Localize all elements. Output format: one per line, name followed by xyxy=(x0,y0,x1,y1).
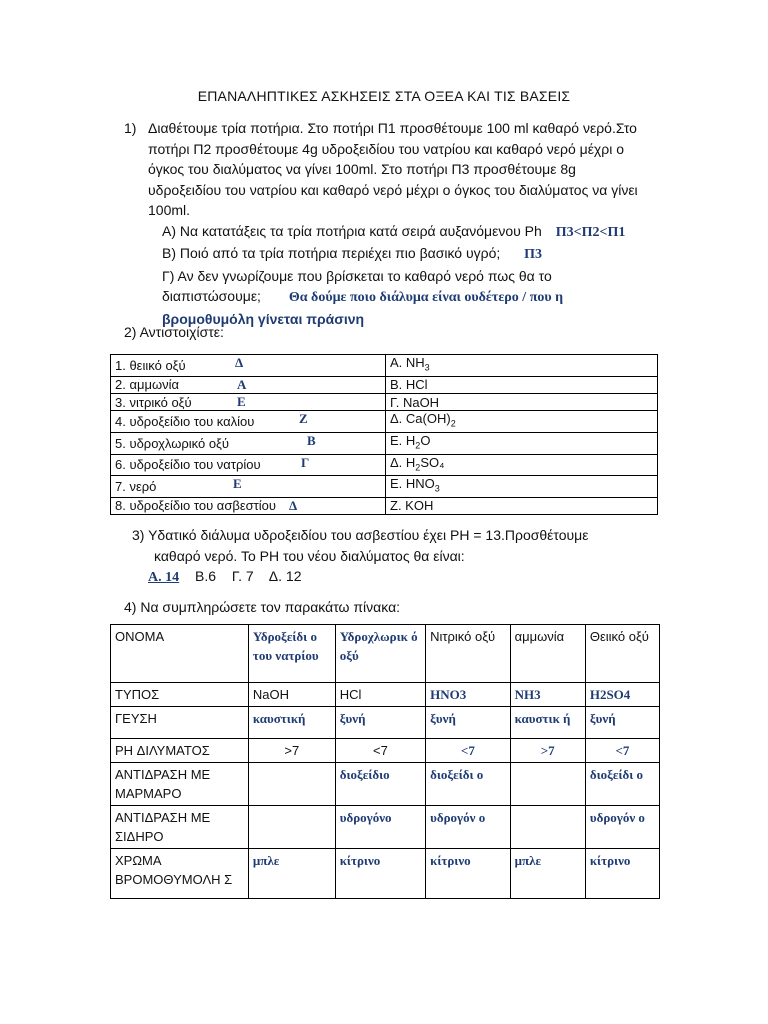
matching-left-cell xyxy=(111,497,386,514)
matching-left-text: 6. υδροξείδιο του νατρίου xyxy=(115,457,261,473)
matching-row xyxy=(111,476,658,498)
completion-header-cell: Θειικό οξύ xyxy=(585,625,659,683)
matching-right-subscript: 3 xyxy=(424,362,430,373)
completion-cell: NaOH xyxy=(248,683,335,707)
matching-right-cell xyxy=(386,454,658,476)
question-1c-text-2: διαπιστώσουμε; xyxy=(162,288,261,304)
completion-cell: HCl xyxy=(335,683,425,707)
matching-row xyxy=(111,355,658,377)
completion-cell: καυστικ ή xyxy=(510,707,585,739)
matching-right-subscript: 3 xyxy=(434,483,440,494)
matching-row xyxy=(111,432,658,454)
question-3-text: 3) Υδατικό διάλυμα υδροξειδίου του ασβεστίου έχει PH = 13.Προσθέτουμε xyxy=(132,527,589,543)
completion-header-row xyxy=(111,625,660,683)
question-1c-answer-1: Θα δούμε ποιο διάλυμα είναι ουδέτερο / που η xyxy=(288,290,564,305)
completion-cell: διοξείδιο xyxy=(335,763,425,806)
matching-right-cell xyxy=(386,376,658,393)
completion-cell: κίτρινο xyxy=(585,849,659,899)
matching-left-text: 4. υδροξείδιο του καλίου xyxy=(115,414,255,430)
question-3-option-a: Α. 14 xyxy=(148,570,180,585)
completion-header-cell: Υδροξείδι ο του νατρίου xyxy=(248,625,335,683)
matching-right-cell xyxy=(386,411,658,433)
matching-left-cell xyxy=(111,411,386,433)
matching-left-cell xyxy=(111,355,386,377)
question-1-line-1: Διαθέτουμε τρία ποτήρια. Στο ποτήρι Π1 προσθέτουμε 100 ml καθαρό νερό.Στο xyxy=(148,120,637,136)
completion-cell: HNO3 xyxy=(426,683,511,707)
completion-header-cell: Υδροχλωρικ ό οξύ xyxy=(335,625,425,683)
completion-cell xyxy=(510,763,585,806)
completion-row xyxy=(111,763,660,806)
matching-answer: Ε xyxy=(233,476,242,492)
matching-answer: Ζ xyxy=(299,411,308,427)
matching-right-text: Ε. HNO xyxy=(390,476,435,492)
matching-left-text: 1. θειικό οξύ xyxy=(115,357,186,373)
completion-cell xyxy=(510,806,585,849)
matching-left-text: 7. νερό xyxy=(115,478,157,494)
matching-row xyxy=(111,411,658,433)
matching-right-cell xyxy=(386,432,658,454)
question-3-line-2: καθαρό νερό. Το PH του νέου διαλύματος θα είναι: xyxy=(154,547,465,564)
completion-cell: <7 xyxy=(426,739,511,763)
completion-row-label: PH ΔΙΛΥΜΑΤΟΣ xyxy=(111,739,249,763)
matching-row xyxy=(111,497,658,514)
question-1c-text-1: Γ) Αν δεν γνωρίζουμε που βρίσκεται το καθαρό νερό πως θα το xyxy=(162,267,552,284)
matching-answer: Α xyxy=(237,376,247,392)
completion-cell: διοξείδι ο xyxy=(585,763,659,806)
matching-right-cell xyxy=(386,393,658,410)
completion-cell: κίτρινο xyxy=(335,849,425,899)
completion-cell xyxy=(248,763,335,806)
completion-cell: NH3 xyxy=(510,683,585,707)
matching-answer: Ε xyxy=(237,393,246,409)
matching-right-tail: SO₄ xyxy=(420,454,445,470)
matching-left-cell xyxy=(111,432,386,454)
matching-answer: Γ xyxy=(301,454,310,470)
completion-table xyxy=(110,624,660,899)
completion-row xyxy=(111,707,660,739)
question-1-line-2: ποτήρι Π2 προσθέτουμε 4g υδροξειδίου του νατρίου και καθαρό νερό μέχρι ο xyxy=(148,140,625,157)
question-3 xyxy=(132,525,666,589)
completion-cell: διοξείδι ο xyxy=(426,763,511,806)
matching-left-text: 5. υδροχλωρικό οξύ xyxy=(115,435,229,451)
completion-cell: ξυνή xyxy=(335,707,425,739)
question-1a-text: Α) Να κατατάξεις τα τρία ποτήρια κατά σειρά αυξανόμενου Ph xyxy=(162,222,542,239)
completion-cell: μπλε xyxy=(510,849,585,899)
completion-row-label: ΑΝΤΙΔΡΑΣΗ ΜΕ ΜΑΡΜΑΡΟ xyxy=(111,763,249,806)
completion-header-cell: αμμωνία xyxy=(510,625,585,683)
matching-right-text: Α. NH xyxy=(390,355,425,370)
question-1-line-4: υδροξειδίου του νατρίου και καθαρό νερό μέχρι ο όγκος του διαλύματος να γίνει xyxy=(148,181,638,198)
matching-left-cell xyxy=(111,454,386,476)
completion-cell: <7 xyxy=(335,739,425,763)
completion-row xyxy=(111,806,660,849)
question-3-options xyxy=(148,566,666,589)
question-1-line-5: 100ml. xyxy=(148,202,191,218)
completion-cell: υδρογόν ο xyxy=(426,806,511,849)
completion-cell: καυστική xyxy=(248,707,335,739)
question-1b-text: Β) Ποιό από τα τρία ποτήρια περιέχει πιο βασικό υγρό; xyxy=(162,245,501,261)
matching-left-text: 3. νιτρικό οξύ xyxy=(115,394,192,410)
completion-cell: >7 xyxy=(248,739,335,763)
matching-right-text: Ε. H xyxy=(390,432,416,448)
completion-row xyxy=(111,739,660,763)
matching-left-cell xyxy=(111,376,386,393)
completion-cell: <7 xyxy=(585,739,659,763)
matching-right-subscript: 2 xyxy=(415,440,421,451)
completion-row-label: ΧΡΩΜΑ ΒΡΟΜΟΘΥΜΟΛΗ Σ xyxy=(111,849,249,899)
completion-row-label: ΤΥΠΟΣ xyxy=(111,683,249,707)
matching-right-text: Β. HCl xyxy=(390,377,428,393)
matching-right-cell xyxy=(386,497,658,514)
matching-right-text: Γ. NaOH xyxy=(390,394,440,410)
matching-right-cell xyxy=(386,355,658,377)
matching-right-text: Δ. H xyxy=(390,454,416,470)
completion-row-label: ΑΝΤΙΔΡΑΣΗ ΜΕ ΣΙΔΗΡΟ xyxy=(111,806,249,849)
question-1a-answer: Π3<Π2<Π1 xyxy=(555,224,626,240)
completion-cell: >7 xyxy=(510,739,585,763)
completion-cell: ξυνή xyxy=(585,707,659,739)
question-1c-line-2 xyxy=(162,286,664,309)
matching-row xyxy=(111,393,658,410)
question-1a xyxy=(162,221,664,244)
matching-right-tail: O xyxy=(420,432,431,448)
matching-answer: Δ xyxy=(235,355,244,370)
question-1-number: 1) xyxy=(124,120,137,136)
matching-table xyxy=(110,354,658,515)
completion-header-cell: Νιτρικό οξύ xyxy=(426,625,511,683)
matching-left-text: 8. υδροξείδιο του ασβεστίου xyxy=(115,498,276,514)
completion-row xyxy=(111,849,660,899)
completion-cell: κίτρινο xyxy=(426,849,511,899)
matching-left-cell xyxy=(111,476,386,498)
matching-row xyxy=(111,454,658,476)
question-1 xyxy=(124,118,664,329)
completion-cell: ξυνή xyxy=(426,707,511,739)
completion-cell: υδρογόν ο xyxy=(585,806,659,849)
completion-row xyxy=(111,683,660,707)
matching-answer: Δ xyxy=(289,497,298,513)
question-1b-answer: Π3 xyxy=(524,247,543,262)
matching-right-text: Δ. Ca(OH) xyxy=(390,411,451,427)
page-title: ΕΠΑΝΑΛΗΠΤΙΚΕΣ ΑΣΚΗΣΕΙΣ ΣΤΑ ΟΞΕΑ ΚΑΙ ΤΙΣ ΒΑΣΕΙΣ xyxy=(197,88,571,104)
question-4-label: 4) Να συμπληρώσετε τον παρακάτω πίνακα: xyxy=(124,599,401,615)
question-1c-answer-2: βρομοθυμόλη γίνεται πράσινη xyxy=(162,310,365,327)
matching-left-text: 2. αμμωνία xyxy=(115,377,180,393)
completion-cell: υδρογόνο xyxy=(335,806,425,849)
completion-cell xyxy=(248,806,335,849)
matching-answer: Β xyxy=(307,432,316,448)
matching-right-subscript: 2 xyxy=(450,418,456,429)
completion-cell: μπλε xyxy=(248,849,335,899)
matching-right-cell xyxy=(386,476,658,498)
matching-right-text: Ζ. KOH xyxy=(390,498,434,514)
question-2-label: 2) Αντιστοιχίστε: xyxy=(124,324,224,340)
matching-row xyxy=(111,376,658,393)
question-3-option-b: Β.6 xyxy=(195,568,217,584)
question-1-line-3: όγκος του διαλύματος να γίνει 100ml. Στο ποτήρι Π3 προσθέτουμε 8g xyxy=(148,161,576,177)
completion-header-cell: ΟΝΟΜΑ xyxy=(111,625,249,683)
question-1b xyxy=(162,243,664,266)
matching-left-cell xyxy=(111,393,386,410)
completion-cell: H2SO4 xyxy=(585,683,659,707)
completion-row-label: ΓΕΥΣΗ xyxy=(111,707,249,739)
question-3-option-c: Γ. 7 xyxy=(231,568,254,584)
question-3-option-d: Δ. 12 xyxy=(268,568,302,584)
matching-right-subscript: 2 xyxy=(415,462,421,473)
